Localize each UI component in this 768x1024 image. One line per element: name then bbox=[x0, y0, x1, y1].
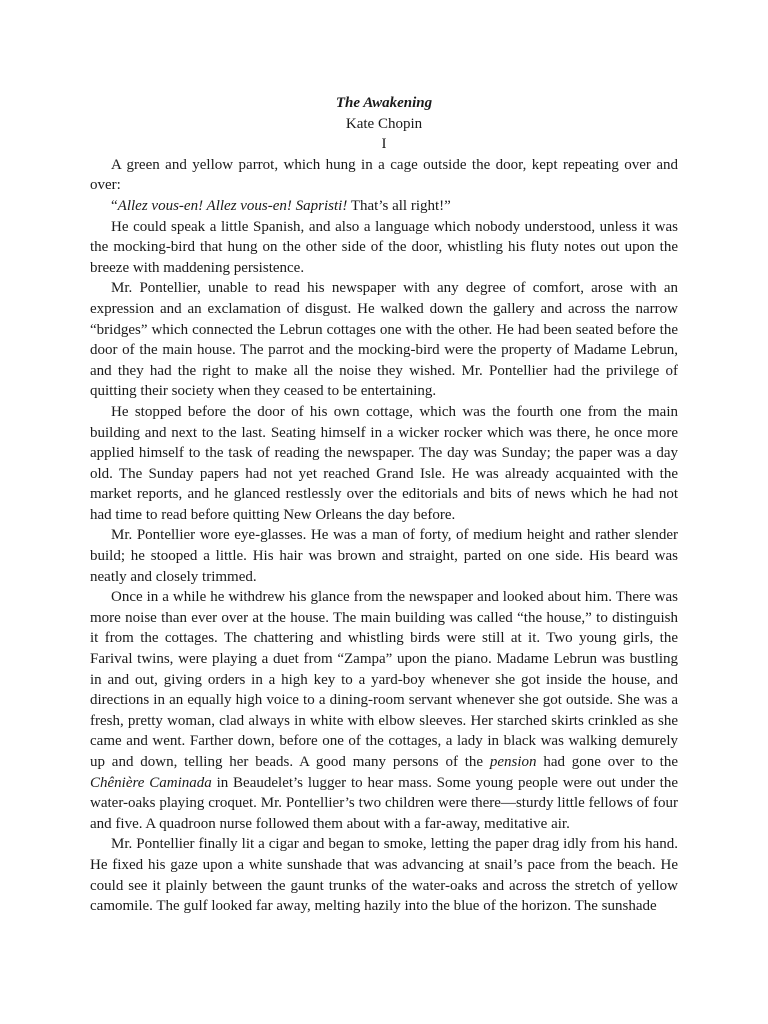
paragraph bbox=[90, 402, 678, 526]
text-run: had gone over to the bbox=[536, 754, 678, 770]
text-run: “ bbox=[111, 197, 118, 214]
text-run: Mr. Pontellier finally lit a cigar and began to smoke, letting the paper drag idly from his hand. He fixed his gaze upon a white sunshade that was advancing at snail’s pace from the beach. He could see it plainly between the gaunt trunks of the water-oaks and across the stretch of yellow camomile. The gulf looked far away, melting hazily into the blue of the horizon. The sunshade bbox=[90, 836, 678, 915]
text-run: He stopped before the door of his own cottage, which was the fourth one from the main building and next to the last. Seating himself in a wicker rocker which was there, he once more applied himself to the task of reading the newspaper. The day was Sunday; the paper was a day old. The Sunday papers had not yet reached Grand Isle. He was already acquainted with the market reports, and he glanced restlessly over the editorials and bits of news which he had not had time to read before quitting New Orleans the day before. bbox=[90, 403, 678, 523]
paragraph bbox=[90, 155, 678, 196]
text-run: Mr. Pontellier wore eye-glasses. He was a man of forty, of medium height and rather slender build; he stooped a little. His hair was brown and straight, parted on one side. His beard was neatly and closely trimmed. bbox=[90, 527, 678, 585]
text-run: A green and yellow parrot, which hung in a cage outside the door, kept repeating over and over: bbox=[90, 156, 678, 194]
chapter-number: I bbox=[381, 136, 387, 153]
paragraph bbox=[90, 196, 678, 217]
text-run: in Beaudelet’s lugger to hear mass. Some young people were out under the water-oaks playing croquet. Mr. Pontellier’s two children were there—sturdy little fellows of four and five. A quadroon nurse followed them about with a far-away, meditative air. bbox=[90, 774, 678, 832]
document-body bbox=[90, 155, 678, 917]
paragraph bbox=[90, 834, 678, 916]
paragraph bbox=[90, 587, 678, 834]
document-author: Kate Chopin bbox=[345, 115, 423, 132]
document-header bbox=[90, 93, 678, 155]
text-run: That’s all right!” bbox=[347, 197, 451, 214]
paragraph bbox=[90, 278, 678, 402]
paragraph bbox=[90, 217, 678, 279]
italic-text: pension bbox=[489, 754, 537, 770]
text-run: Mr. Pontellier, unable to read his newspaper with any degree of comfort, arose with an expression and an exclamation of disgust. He walked down the gallery and across the narrow “bridges” which connected the Lebrun cottages one with the other. He had been seated before the door of the main house. The parrot and the mocking-bird were the property of Madame Lebrun, and they had the right to make all the noise they wished. Mr. Pontellier had the privilege of quitting their society when they ceased to be entertaining. bbox=[90, 280, 678, 400]
text-run: He could speak a little Spanish, and also a language which nobody understood, unless it was the mocking-bird that hung on the other side of the door, whistling his fluty notes out upon the breeze with maddening persistence. bbox=[90, 218, 678, 276]
paragraph bbox=[90, 525, 678, 587]
italic-text: Chênière Caminada bbox=[90, 774, 212, 791]
document-title: The Awakening bbox=[335, 95, 433, 111]
italic-text: Allez vous-en! Allez vous-en! Sapristi! bbox=[117, 197, 348, 214]
text-run: Once in a while he withdrew his glance from the newspaper and looked about him. There was more noise than ever over at the house. The main building was called “the house,” to distinguish it from the cottages. The chattering and whistling birds were still at it. Two young girls, the Farival twins, were playing a duet from “Zampa” upon the piano. Madame Lebrun was bustling in and out, giving orders in a high key to a yard-boy whenever she got inside the house, and directions in an equally high voice to a dining-room servant whenever she got outside. She was a fresh, pretty woman, clad always in white with elbow sleeves. Her starched skirts crinkled as she came and went. Farther down, before one of the cottages, a lady in black was walking demurely up and down, telling her beads. A good many persons of the bbox=[90, 589, 678, 770]
document-page bbox=[90, 93, 678, 917]
